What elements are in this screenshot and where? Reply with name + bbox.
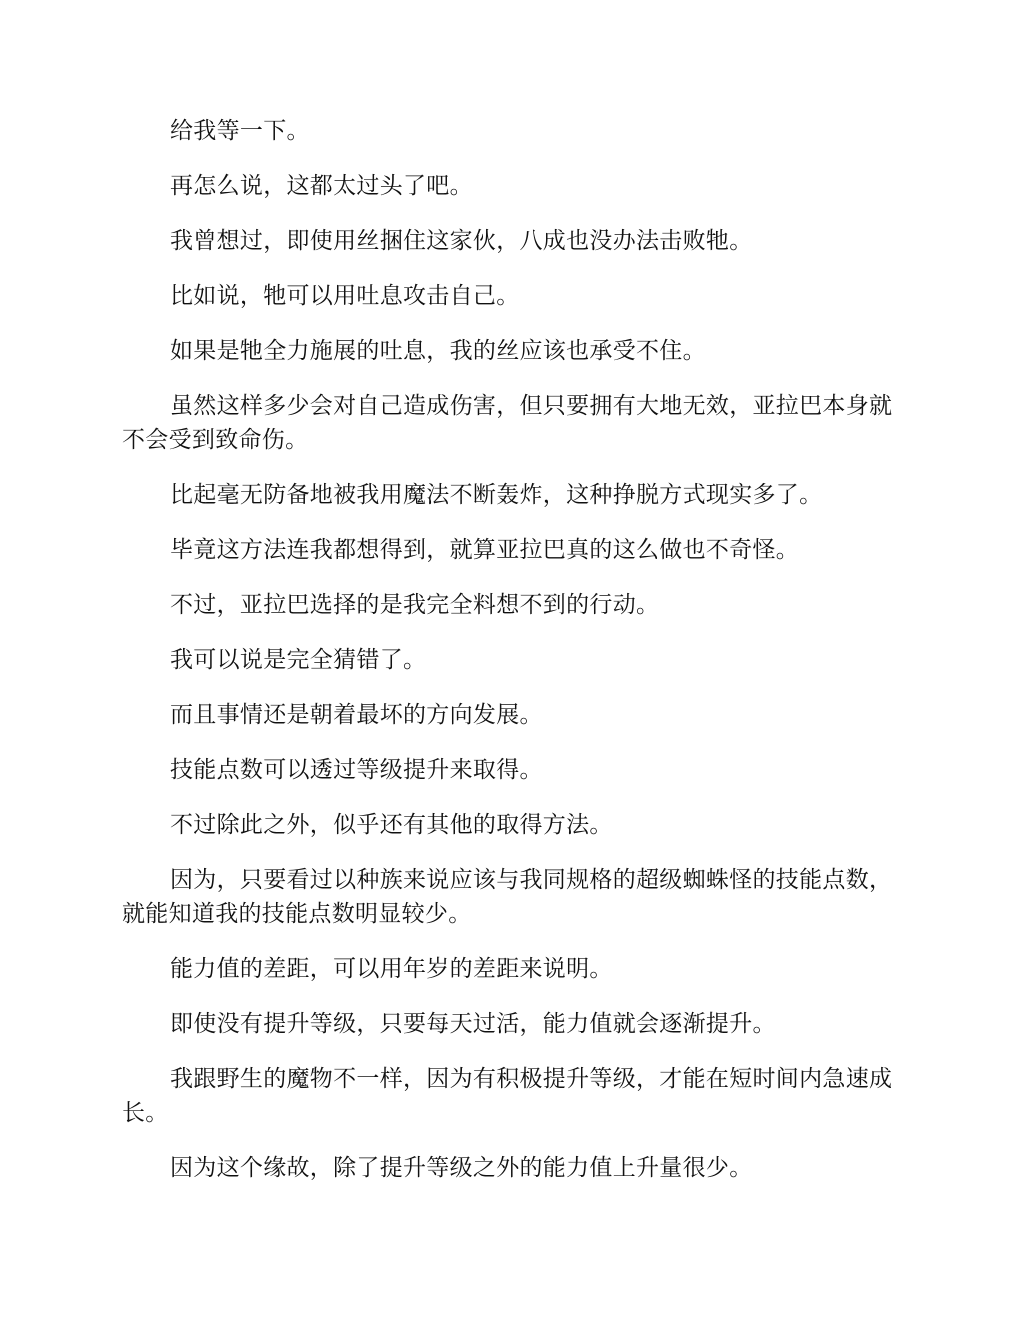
paragraph: 不过，亚拉巴选择的是我完全料想不到的行动。	[170, 592, 660, 618]
paragraph: 我曾想过，即使用丝捆住这家伙，八成也没办法击败牠。	[170, 228, 753, 254]
paragraph: 虽然这样多少会对自己造成伤害，但只要拥有大地无效，亚拉巴本身就不会受到致命伤。	[122, 393, 893, 453]
paragraph: 因为这个缘故，除了提升等级之外的能力值上升量很少。	[170, 1155, 753, 1181]
paragraph: 技能点数可以透过等级提升来取得。	[170, 757, 543, 783]
body-text	[122, 114, 898, 1206]
paragraph: 我可以说是完全猜错了。	[170, 647, 427, 673]
paragraph: 给我等一下。	[170, 118, 310, 144]
paragraph: 即使没有提升等级，只要每天过活，能力值就会逐渐提升。	[170, 1011, 776, 1037]
paragraph: 不过除此之外，似乎还有其他的取得方法。	[170, 812, 613, 838]
paragraph: 因为，只要看过以种族来说应该与我同规格的超级蜘蛛怪的技能点数，就能知道我的技能点数明显较少。	[122, 867, 893, 927]
paragraph: 毕竟这方法连我都想得到，就算亚拉巴真的这么做也不奇怪。	[170, 537, 800, 563]
paragraph: 我跟野生的魔物不一样，因为有积极提升等级，才能在短时间内急速成长。	[122, 1066, 893, 1126]
paragraph: 比如说，牠可以用吐息攻击自己。	[170, 283, 520, 309]
paragraph: 比起毫无防备地被我用魔法不断轰炸，这种挣脱方式现实多了。	[170, 482, 823, 508]
paragraph: 如果是牠全力施展的吐息，我的丝应该也承受不住。	[170, 338, 706, 364]
paragraph: 再怎么说，这都太过头了吧。	[170, 173, 473, 199]
paragraph: 能力值的差距，可以用年岁的差距来说明。	[170, 956, 613, 982]
paragraph: 而且事情还是朝着最坏的方向发展。	[170, 702, 543, 728]
